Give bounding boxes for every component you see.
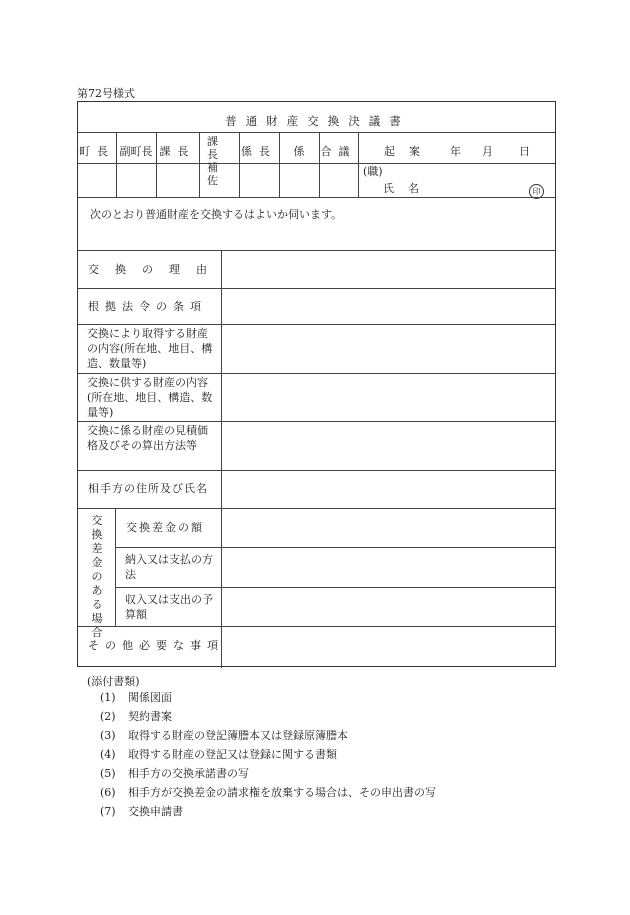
attachments-list — [100, 689, 436, 822]
exchange-difference-group-label: 交換差金のある場合 — [91, 514, 103, 639]
drafting-day: 日 — [519, 145, 530, 158]
row-label-provided: 交換に供する財産の内容(所在地、地目、構造、数量等) — [87, 376, 213, 419]
list-item — [100, 765, 436, 784]
row-label-basis: 根拠法令の条項 — [88, 300, 207, 313]
drafting-month: 月 — [482, 145, 493, 158]
column-deputy-mayor: 副町長 — [119, 145, 153, 158]
list-item — [100, 689, 436, 708]
decision-form-table — [77, 101, 556, 667]
column-section-chief: 課長 — [159, 145, 196, 158]
valuation-value-cell[interactable] — [222, 422, 555, 470]
drafting-year: 年 — [450, 145, 461, 158]
list-item — [100, 746, 436, 765]
list-item-number: (2) — [100, 710, 116, 723]
drafting-label: 起案 — [384, 145, 434, 158]
list-item-number: (4) — [100, 748, 116, 761]
row-label-payment-method: 納入又は支払の方法 — [125, 553, 213, 581]
list-item-number: (5) — [100, 767, 116, 780]
basis-value-cell[interactable] — [222, 289, 555, 324]
provided-property-value-cell[interactable] — [222, 374, 555, 421]
acquired-property-value-cell[interactable] — [222, 325, 555, 373]
seal-mark: 印 — [529, 184, 544, 199]
row-label-reason: 交換の理由 — [88, 263, 223, 276]
list-item-number: (7) — [100, 805, 116, 818]
column-mayor: 町長 — [79, 145, 115, 158]
list-item-text: 関係図面 — [128, 691, 172, 704]
row-label-acquired: 交換により取得する財産の内容(所在地、地目、構造、数量等) — [87, 327, 213, 370]
list-item-text: 取得する財産の登記簿謄本又は登録原簿謄本 — [128, 729, 348, 742]
column-consultation: 合議 — [320, 145, 357, 158]
list-item-text: 契約書案 — [128, 710, 172, 723]
difference-amount-value-cell[interactable] — [222, 509, 555, 547]
name-label: 氏名 — [383, 182, 433, 195]
column-subsection-chief: 係長 — [241, 145, 277, 158]
form-title: 普通財産交換決議書 — [225, 114, 410, 128]
list-item — [100, 784, 436, 803]
list-item — [100, 708, 436, 727]
row-label-counterparty: 相手方の住所及び氏名 — [88, 482, 208, 495]
form-number: 第72号様式 — [77, 87, 135, 100]
list-item — [100, 803, 436, 822]
row-label-budget-amount: 収入又は支出の予算額 — [125, 593, 213, 621]
column-assistant-chief: 課長補佐 — [207, 135, 223, 187]
list-item-text: 相手方が交換差金の請求権を放棄する場合は、その申出書の写 — [128, 786, 436, 799]
list-item — [100, 727, 436, 746]
attachments-heading: (添付書類) — [87, 675, 140, 688]
list-item-number: (1) — [100, 691, 116, 704]
list-item-text: 相手方の交換承諾書の写 — [128, 767, 249, 780]
statement-text: 次のとおり普通財産を交換するはよいか伺います。 — [90, 208, 343, 221]
payment-method-value-cell[interactable] — [222, 548, 555, 587]
row-label-difference-amount: 交換差金の額 — [126, 521, 204, 534]
budget-amount-value-cell[interactable] — [222, 588, 555, 626]
row-label-valuation: 交換に係る財産の見積価格及びその算出方法等 — [87, 424, 208, 452]
post-label: (職) — [363, 165, 383, 178]
other-matters-value-cell[interactable] — [222, 627, 555, 666]
row-label-other-matters: その他必要な事項 — [88, 639, 224, 652]
list-item-text: 取得する財産の登記又は登録に関する書類 — [128, 748, 337, 761]
list-item-text: 交換申請書 — [128, 805, 183, 818]
column-staff: 係 — [293, 145, 305, 158]
list-item-number: (3) — [100, 729, 116, 742]
list-item-number: (6) — [100, 786, 116, 799]
counterparty-value-cell[interactable] — [222, 471, 555, 508]
reason-value-cell[interactable] — [222, 251, 555, 288]
